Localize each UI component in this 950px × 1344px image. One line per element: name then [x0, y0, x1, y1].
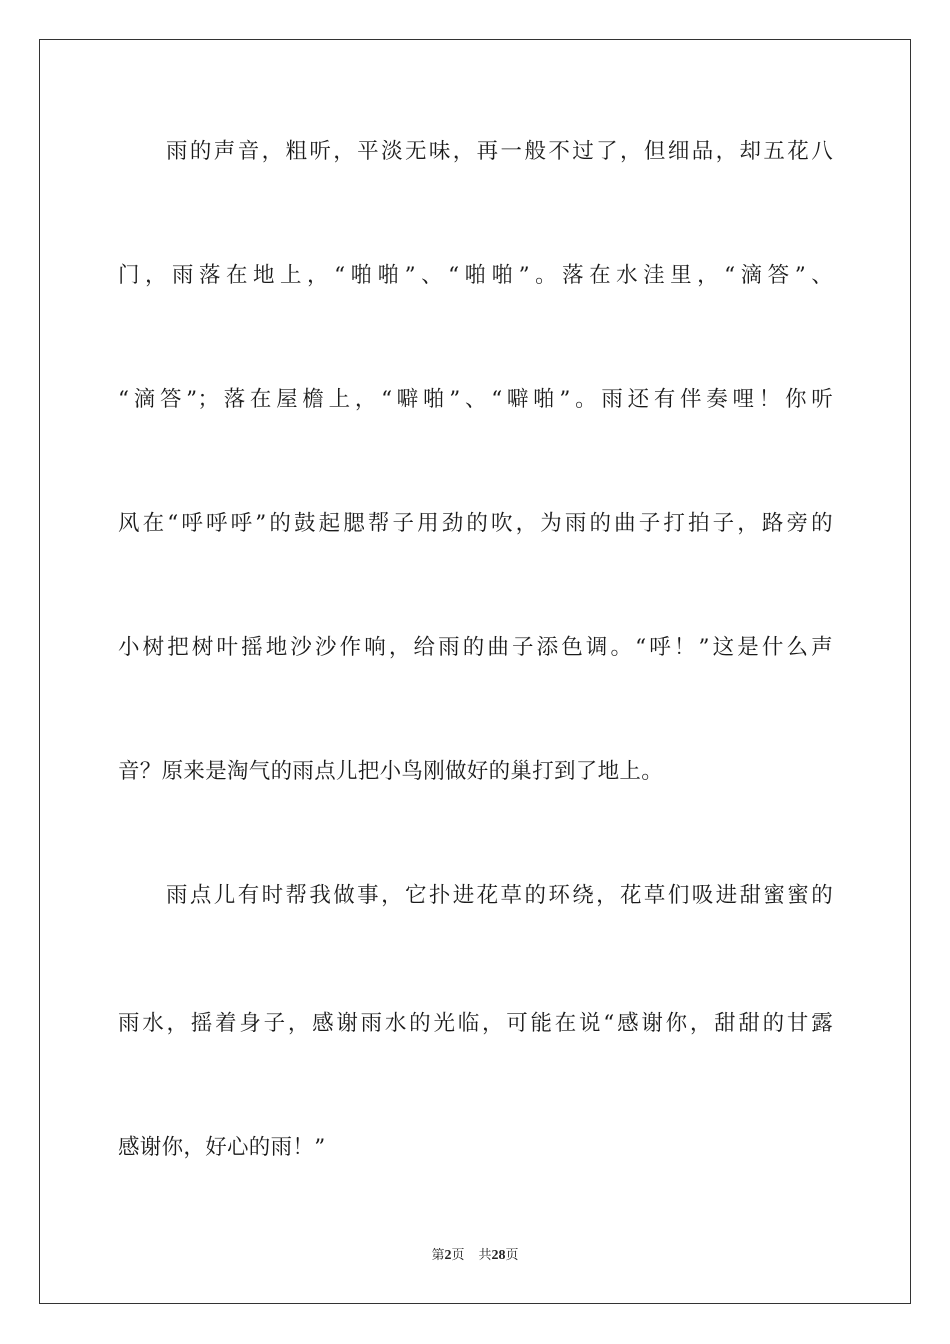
total-pages: 28 [491, 1248, 506, 1263]
paragraph-1-line-3: “滴答”；落在屋檐上，“噼啪”、“噼啪”。雨还有伴奏哩！你听 [118, 387, 833, 412]
paragraph-1-line-1: 雨的声音，粗听，平淡无味，再一般不过了，但细品，却五花八 [166, 139, 833, 164]
paragraph-1-line-2: 门，雨落在地上，“啪啪”、“啪啪”。落在水洼里，“滴答”、 [118, 263, 833, 288]
paragraph-2-line-2: 雨水，摇着身子，感谢雨水的光临，可能在说“感谢你，甜甜的甘露 [118, 1011, 833, 1036]
paragraph-2-line-3: 感谢你，好心的雨！” [118, 1135, 326, 1160]
page-border [39, 39, 911, 1304]
total-prefix: 共 [478, 1248, 492, 1263]
page-number: 2 [444, 1248, 452, 1263]
page-prefix: 第 [431, 1248, 445, 1263]
paragraph-1-line-6: 音？原来是淘气的雨点儿把小鸟刚做好的巢打到了地上。 [118, 759, 664, 784]
page-footer [0, 1247, 950, 1265]
paragraph-2-line-1: 雨点儿有时帮我做事，它扑进花草的环绕，花草们吸进甜蜜蜜的 [166, 883, 833, 908]
page-suffix: 页 [451, 1248, 465, 1263]
paragraph-1-line-5: 小树把树叶摇地沙沙作响，给雨的曲子添色调。“呼！”这是什么声 [118, 635, 833, 660]
paragraph-1-line-4: 风在“呼呼呼”的鼓起腮帮子用劲的吹，为雨的曲子打拍子，路旁的 [118, 511, 833, 536]
total-suffix: 页 [505, 1248, 519, 1263]
